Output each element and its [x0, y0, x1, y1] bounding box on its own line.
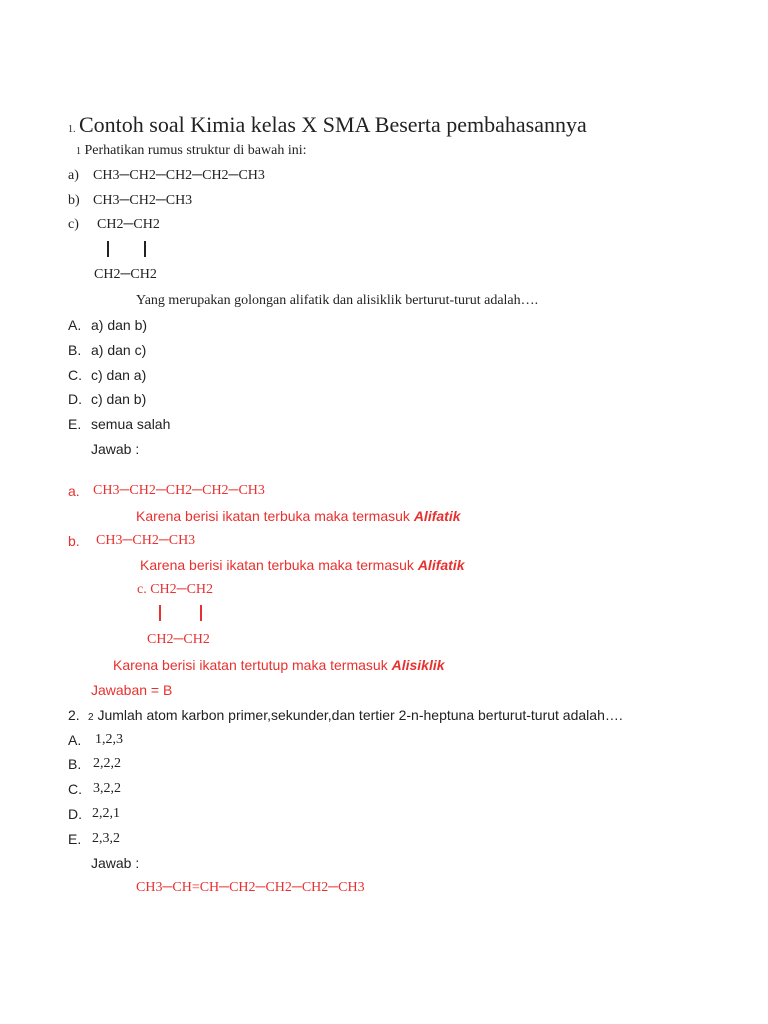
page-title: Contoh soal Kimia kelas X SMA Beserta pembahasannya [79, 112, 587, 137]
option-letter: C. [68, 781, 82, 797]
option-letter: A. [68, 317, 82, 333]
q1-option-d [68, 391, 82, 407]
q1-prompt-line [76, 143, 307, 160]
q1-item-c [68, 217, 79, 233]
reason-term: Alifatik [413, 508, 461, 524]
reason-term: Alifatik [417, 557, 465, 573]
answer-a-formula: CH3─CH2─CH2─CH2─CH3 [93, 483, 265, 498]
option-letter: C. [68, 367, 82, 383]
q2-jawab: Jawab : [91, 855, 140, 871]
reason-text: Karena berisi ikatan tertutup maka termasuk [113, 657, 388, 673]
title-number: 1. [68, 124, 76, 135]
q1-prompt: Perhatikan rumus struktur di bawah ini: [84, 143, 307, 158]
option-letter: B. [68, 342, 82, 358]
q1-item-a-formula: CH3─CH2─CH2─CH2─CH3 [93, 168, 265, 183]
q2-answer-formula: CH3─CH=CH─CH2─CH2─CH2─CH3 [136, 880, 365, 895]
option-letter: A. [68, 732, 82, 748]
q1-item-c-formula: CH2─CH2 [97, 217, 160, 232]
answer-a-reason [136, 508, 461, 524]
q1-option-c-text: c) dan a) [91, 367, 147, 383]
q2-question: Jumlah atom karbon primer,sekunder,dan tertier 2-n-heptuna berturut-turut adalah…. [97, 707, 623, 723]
answer-a-label: a. [68, 483, 80, 499]
answer-c-bottom: CH2─CH2 [147, 632, 210, 647]
answer-c-reason [113, 657, 445, 673]
ring-bond-right [144, 241, 146, 257]
q1-option-b [68, 342, 81, 358]
q2-option-c-text: 3,2,2 [93, 781, 121, 796]
answer-b-label: b. [68, 533, 80, 549]
q1-item-a [68, 168, 79, 184]
answer-b-formula: CH3─CH2─CH3 [96, 533, 196, 548]
q2-sub-number: 2 [88, 712, 94, 723]
q1-option-d-text: c) dan b) [91, 391, 147, 407]
option-letter: D. [68, 391, 82, 407]
q2-option-d-text: 2,2,1 [92, 806, 120, 821]
option-letter: E. [68, 831, 82, 847]
q2-option-c [68, 781, 82, 797]
q1-ring-bottom: CH2─CH2 [94, 267, 157, 282]
answer-result: Jawaban = B [91, 682, 173, 698]
answer-ring-bond-right [200, 605, 202, 621]
q2-option-b [68, 756, 81, 772]
reason-term: Alisiklik [391, 657, 445, 673]
q1-option-a [68, 317, 81, 333]
option-letter: D. [68, 806, 82, 822]
q2-option-e-text: 2,3,2 [92, 831, 120, 846]
answer-c-line: c. CH2─CH2 [137, 582, 214, 597]
q2-option-a [68, 732, 81, 748]
q1-item-b-formula: CH3─CH2─CH3 [93, 193, 193, 208]
answer-b-reason [140, 557, 465, 573]
q1-item-b [68, 193, 80, 209]
option-letter: E. [68, 416, 82, 432]
q1-option-c [68, 367, 82, 383]
q1-jawab: Jawab : [91, 441, 140, 457]
item-label: a) [68, 168, 79, 183]
q2-question-line [88, 707, 623, 726]
q1-number: 1 [76, 146, 81, 157]
ring-bond-left [107, 241, 109, 257]
answer-ring-bond-left [159, 605, 161, 621]
q1-option-e-text: semua salah [91, 416, 171, 432]
q1-question: Yang merupakan golongan alifatik dan alisiklik berturut-turut adalah…. [136, 293, 539, 308]
option-letter: B. [68, 756, 82, 772]
item-label: c) [68, 217, 79, 232]
q2-option-b-text: 2,2,2 [93, 756, 121, 771]
q2-number: 2. [68, 707, 80, 723]
item-label: b) [68, 193, 80, 208]
reason-text: Karena berisi ikatan terbuka maka termasuk [136, 508, 410, 524]
q1-option-b-text: a) dan c) [91, 342, 147, 358]
title-line [68, 112, 587, 138]
reason-text: Karena berisi ikatan terbuka maka termasuk [140, 557, 414, 573]
q2-option-e [68, 831, 81, 847]
q2-option-d [68, 806, 82, 822]
q1-option-e [68, 416, 81, 432]
q2-option-a-text: 1,2,3 [95, 732, 123, 747]
q1-option-a-text: a) dan b) [91, 317, 148, 333]
